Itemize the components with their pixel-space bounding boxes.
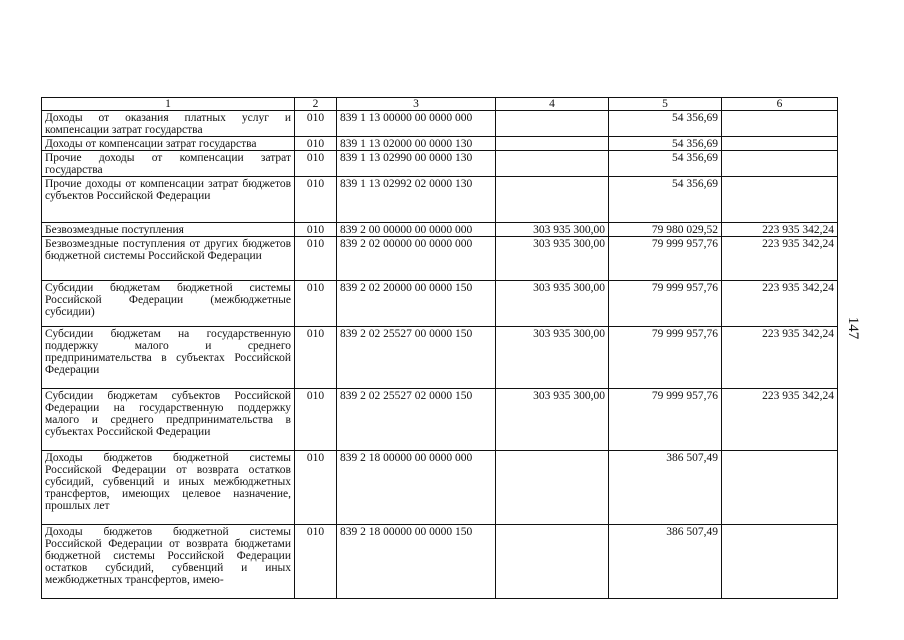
budget-code: 839 2 02 25527 00 0000 150 <box>337 327 496 389</box>
budget-code: 839 2 18 00000 00 0000 150 <box>337 525 496 599</box>
budget-code: 839 2 18 00000 00 0000 000 <box>337 451 496 525</box>
page-number: 147 <box>845 316 861 340</box>
row-name: Безвозмездные поступления <box>42 223 295 237</box>
approved-amount: 303 935 300,00 <box>496 389 609 451</box>
line-code: 010 <box>295 151 337 177</box>
remaining-amount: 223 935 342,24 <box>722 281 838 327</box>
executed-amount: 54 356,69 <box>609 137 722 151</box>
executed-amount: 79 980 029,52 <box>609 223 722 237</box>
table-row <box>42 281 838 327</box>
table-row <box>42 177 838 223</box>
executed-amount: 386 507,49 <box>609 451 722 525</box>
table-row <box>42 111 838 137</box>
row-name: Субсидии бюджетам субъектов Российской Федерации на государственную поддержку малого и среднего предпринимательства в субъектах Российской Федерации <box>42 389 295 451</box>
revenue-table <box>41 97 838 599</box>
approved-amount: 303 935 300,00 <box>496 327 609 389</box>
table-row <box>42 327 838 389</box>
table-row <box>42 237 838 281</box>
executed-amount: 54 356,69 <box>609 177 722 223</box>
executed-amount: 386 507,49 <box>609 525 722 599</box>
approved-amount <box>496 137 609 151</box>
row-name: Безвозмездные поступления от других бюджетов бюджетной системы Российской Федерации <box>42 237 295 281</box>
budget-code: 839 2 02 00000 00 0000 000 <box>337 237 496 281</box>
line-code: 010 <box>295 223 337 237</box>
row-name: Доходы от компенсации затрат государства <box>42 137 295 151</box>
approved-amount <box>496 177 609 223</box>
approved-amount <box>496 151 609 177</box>
column-header: 4 <box>496 98 609 111</box>
remaining-amount <box>722 177 838 223</box>
executed-amount: 79 999 957,76 <box>609 389 722 451</box>
line-code: 010 <box>295 111 337 137</box>
line-code: 010 <box>295 451 337 525</box>
row-name: Доходы бюджетов бюджетной системы Российской Федерации от возврата бюджетами бюджетной системы Российской Федерации остатков субсидий, субвенций и иных межбюджетных трансфертов, имею- <box>42 525 295 599</box>
row-name: Прочие доходы от компенсации затрат государства <box>42 151 295 177</box>
row-name: Доходы от оказания платных услуг и компенсации затрат государства <box>42 111 295 137</box>
row-name: Прочие доходы от компенсации затрат бюджетов субъектов Российской Федерации <box>42 177 295 223</box>
remaining-amount: 223 935 342,24 <box>722 237 838 281</box>
remaining-amount: 223 935 342,24 <box>722 327 838 389</box>
executed-amount: 79 999 957,76 <box>609 281 722 327</box>
line-code: 010 <box>295 389 337 451</box>
budget-code: 839 1 13 02990 00 0000 130 <box>337 151 496 177</box>
column-header: 3 <box>337 98 496 111</box>
executed-amount: 79 999 957,76 <box>609 237 722 281</box>
approved-amount <box>496 451 609 525</box>
line-code: 010 <box>295 327 337 389</box>
remaining-amount <box>722 111 838 137</box>
remaining-amount <box>722 151 838 177</box>
budget-code: 839 2 00 00000 00 0000 000 <box>337 223 496 237</box>
row-name: Субсидии бюджетам бюджетной системы Российской Федерации (межбюджетные субсидии) <box>42 281 295 327</box>
line-code: 010 <box>295 237 337 281</box>
approved-amount <box>496 525 609 599</box>
budget-code: 839 1 13 02000 00 0000 130 <box>337 137 496 151</box>
column-header: 1 <box>42 98 295 111</box>
column-header: 2 <box>295 98 337 111</box>
table-row <box>42 451 838 525</box>
budget-code: 839 2 02 25527 02 0000 150 <box>337 389 496 451</box>
row-name: Доходы бюджетов бюджетной системы Российской Федерации от возврата остатков субсидий, субвенций и иных межбюджетных трансфертов, имеющих целевое назначение, прошлых лет <box>42 451 295 525</box>
table-row <box>42 223 838 237</box>
approved-amount: 303 935 300,00 <box>496 281 609 327</box>
line-code: 010 <box>295 281 337 327</box>
table-header-row <box>42 98 838 111</box>
row-name: Субсидии бюджетам на государственную поддержку малого и среднего предпринимательства в субъектах Российской Федерации <box>42 327 295 389</box>
table-row <box>42 525 838 599</box>
remaining-amount <box>722 451 838 525</box>
remaining-amount: 223 935 342,24 <box>722 223 838 237</box>
budget-code: 839 1 13 00000 00 0000 000 <box>337 111 496 137</box>
executed-amount: 79 999 957,76 <box>609 327 722 389</box>
budget-code: 839 1 13 02992 02 0000 130 <box>337 177 496 223</box>
remaining-amount: 223 935 342,24 <box>722 389 838 451</box>
table-row <box>42 151 838 177</box>
remaining-amount <box>722 137 838 151</box>
approved-amount: 303 935 300,00 <box>496 223 609 237</box>
table-row <box>42 389 838 451</box>
executed-amount: 54 356,69 <box>609 111 722 137</box>
line-code: 010 <box>295 525 337 599</box>
column-header: 5 <box>609 98 722 111</box>
budget-code: 839 2 02 20000 00 0000 150 <box>337 281 496 327</box>
line-code: 010 <box>295 137 337 151</box>
remaining-amount <box>722 525 838 599</box>
column-header: 6 <box>722 98 838 111</box>
line-code: 010 <box>295 177 337 223</box>
approved-amount <box>496 111 609 137</box>
table-row <box>42 137 838 151</box>
approved-amount: 303 935 300,00 <box>496 237 609 281</box>
executed-amount: 54 356,69 <box>609 151 722 177</box>
